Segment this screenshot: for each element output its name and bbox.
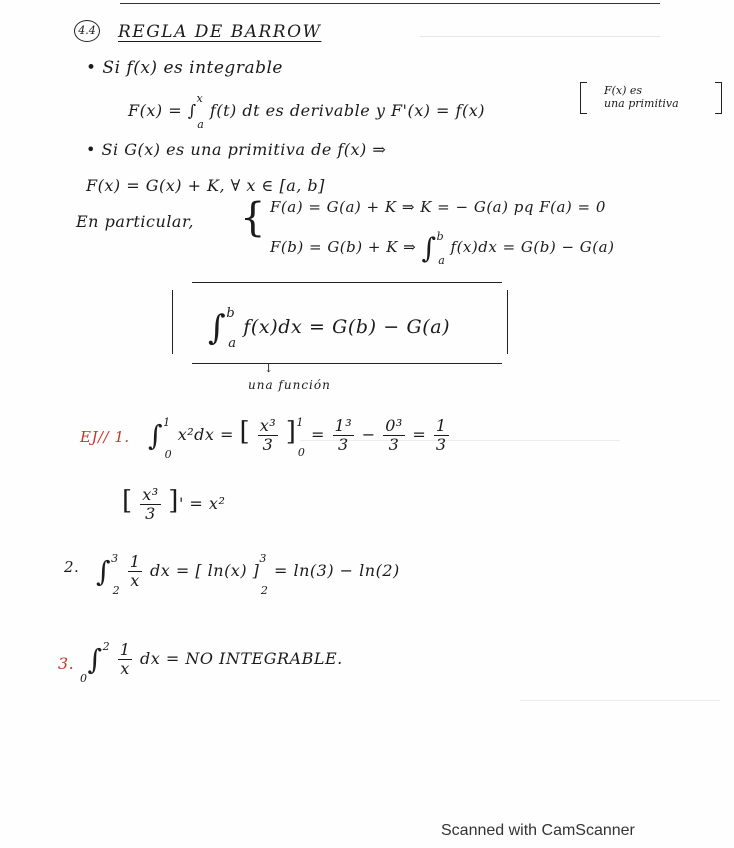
ej2-frac-den: x [130, 571, 140, 590]
ej3-lower: 0 [80, 672, 88, 685]
line-G-primitive: • Si G(x) es una primitiva de f(x) ⇒ [86, 140, 387, 159]
line-Fa: F(a) = G(a) + K ⇒ K = − G(a) pq F(a) = 0 [270, 198, 606, 216]
ej1-result [434, 417, 449, 454]
note-line-1: F(x) es [604, 84, 643, 97]
Fb-lhs: F(b) = G(b) + K ⇒ [270, 238, 417, 256]
example-2 [96, 552, 400, 597]
example-2-label: 2. [64, 558, 80, 576]
example-3-label: 3. [58, 654, 75, 673]
ej1-bracket-close: ] [285, 417, 297, 447]
box-right-bar [507, 290, 508, 354]
line-F-definition [128, 92, 485, 131]
deriv-frac-den: 3 [145, 504, 156, 523]
ej1-result-num: 1 [435, 416, 447, 435]
barrow-formula [208, 306, 450, 351]
example-1: ∫$^1_0$ x²dx = [ $\frac{\text{x³}}{3}$ ]$^1_0$ = $\frac{\text{1³}}{3}$ − $\frac{\text{0³}}{3}$ = $\frac{1}{3}$ [148, 416, 447, 461]
ej2-bracket-upper: 3 [259, 552, 267, 565]
example-3 [80, 640, 343, 685]
ej3-rest: dx = NO INTEGRABLE. [139, 649, 343, 668]
ej1-bracket-open: [ [239, 417, 251, 447]
arrow-down-icon: ↓ [264, 362, 274, 375]
ej1-frac-num: x³ [259, 416, 277, 435]
ej2-upper: 3 [111, 552, 119, 565]
integral-sign: ∫ [421, 231, 437, 265]
curly-brace: { [240, 195, 266, 241]
F-def-upper: x [196, 92, 204, 105]
ej1-bracket-upper: 1 [296, 416, 304, 429]
section-badge: 4.4 [74, 20, 100, 42]
deriv-frac [140, 486, 160, 523]
ej1-upper: 1 [163, 416, 171, 429]
ej2-rest: dx = [ ln(x) ] [149, 561, 260, 580]
top-rule [120, 3, 660, 4]
ej1-term-1 [333, 417, 355, 454]
line-in-particular: En particular, [76, 212, 194, 231]
box-formula-body: f(x)dx = G(b) − G(a) [243, 316, 451, 338]
primitive-note [580, 82, 722, 116]
line-integrable: • Si f(x) es integrable [86, 58, 283, 78]
box-lower: a [228, 336, 237, 351]
box-top-line [192, 282, 502, 283]
box-bottom-line [192, 363, 502, 364]
note-bracket-left [580, 82, 587, 114]
deriv-frac-num: x³ [142, 485, 159, 504]
derivative-check: [ $\frac{\text{x³}}{3}$ ]' = x² [122, 485, 226, 523]
example-label: EJ// 1. [80, 428, 130, 446]
barrow-formula-box [172, 282, 508, 364]
integral-sign: ∫ [87, 643, 103, 676]
ej1-integrand: x²dx = [177, 425, 234, 444]
ej1-term-1-num: 1³ [334, 416, 353, 435]
integral-sign: ∫ [96, 555, 112, 588]
ej3-frac-den: x [120, 659, 130, 678]
ej2-bracket-lower: 2 [260, 584, 269, 597]
ej1-frac-den: 3 [262, 435, 274, 454]
F-def-lower: a [197, 118, 205, 131]
camscanner-watermark: Scanned with CamScanner [441, 822, 635, 839]
Fb-lower: a [438, 254, 446, 267]
ej1-term-2-den: 3 [388, 435, 400, 454]
ej1-antiderivative [258, 417, 278, 454]
deriv-rhs: ' = x² [178, 494, 226, 513]
section-title: REGLA DE BARROW [118, 22, 322, 42]
ej3-frac [118, 641, 133, 678]
una-funcion-note: una función [248, 378, 331, 392]
line-Fb [270, 230, 614, 267]
line-F-equals-G-plus-K: F(x) = G(x) + K, ∀ x ∈ [a, b] [86, 176, 325, 195]
ej1-result-den: 3 [435, 435, 447, 454]
integral-sign: ∫ [208, 308, 227, 348]
ej2-lower: 2 [112, 584, 121, 597]
Fb-upper: b [436, 230, 445, 243]
bleed-through-1 [420, 36, 660, 47]
Fb-integral-result: f(x)dx = G(b) − G(a) [450, 238, 615, 256]
ej3-frac-num: 1 [119, 640, 131, 659]
box-upper: b [226, 306, 236, 321]
note-line-2: una primitiva [604, 97, 679, 110]
ej1-term-2 [383, 417, 405, 454]
integral-sign: ∫ [148, 419, 164, 452]
box-left-bar [172, 290, 173, 354]
ej1-bracket-lower: 0 [297, 446, 306, 459]
ej3-upper: 2 [102, 640, 111, 653]
bleed-through-3 [520, 700, 720, 711]
F-def-rhs: f(t) dt es derivable y F'(x) = f(x) [209, 101, 485, 120]
ej2-frac [128, 553, 143, 590]
ej2-frac-num: 1 [129, 552, 141, 571]
ej1-term-2-num: 0³ [385, 416, 403, 435]
ej1-term-1-den: 3 [337, 435, 349, 454]
ej2-result: = ln(3) − ln(2) [274, 561, 400, 580]
note-bracket-right [715, 82, 722, 114]
F-def-lhs: F(x) = ∫ [128, 101, 197, 120]
ej1-lower: 0 [164, 448, 173, 461]
